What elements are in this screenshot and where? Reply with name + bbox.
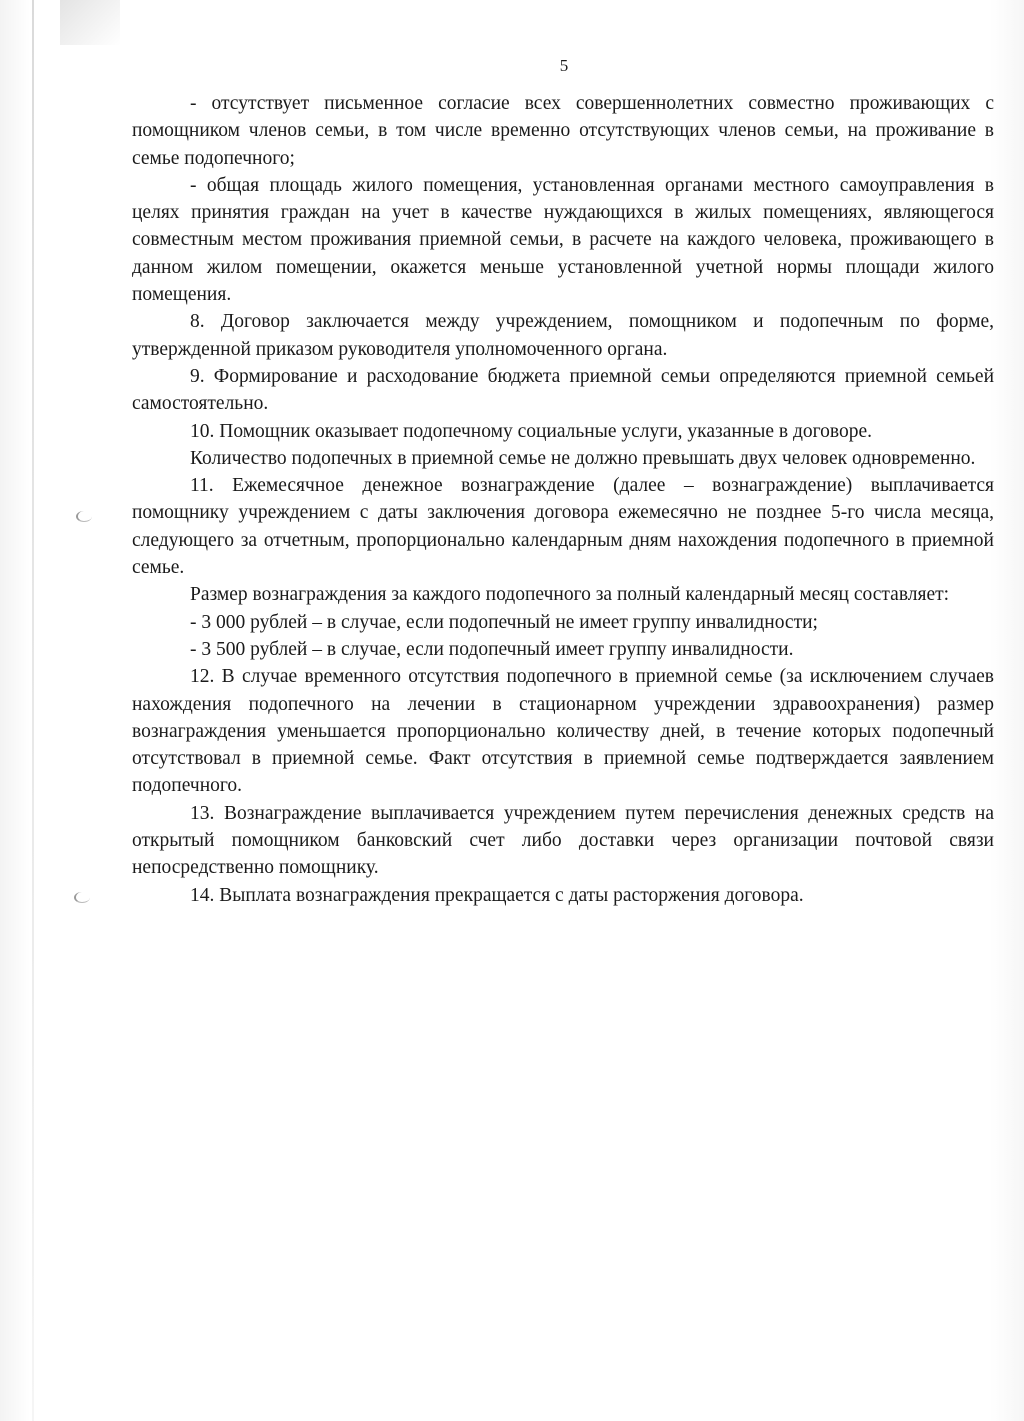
document-body xyxy=(132,90,994,909)
paragraph-reward-3000: - 3 000 рублей – в случае, если подопечный не имеет группу инвалидности; xyxy=(190,611,818,633)
paragraph-item-13: 13. Вознаграждение выплачивается учреждением путем перечисления денежных средств на открытый помощником банковский счет либо доставки через организации почтовой связи непосредственно помощнику. xyxy=(132,802,994,879)
paragraph-item-8: 8. Договор заключается между учреждением, помощником и подопечным по форме, утвержденной приказом руководителя уполномоченного органа. xyxy=(132,311,994,360)
paragraph-item-14: 14. Выплата вознаграждения прекращается с даты расторжения договора. xyxy=(190,884,804,906)
paragraph-item-10: 10. Помощник оказывает подопечному социальные услуги, указанные в договоре. xyxy=(190,420,872,442)
paragraph-item-12: 12. В случае временного отсутствия подопечного в приемной семье (за исключением случаев нахождения подопечного на лечении в стационарном учреждении здравоохранения) размер вознаграждения уменьшается пропорционально количеству дней, в течение которых подопечный отсутствовал в приемной семье. Факт отсутствия в приемной семье подтверждается заявлением подопечного. xyxy=(132,666,994,797)
paragraph-bullet-living-area: - общая площадь жилого помещения, установленная органами местного самоуправления в целях принятия граждан на учет в качестве нуждающихся в жилых помещениях, являющегося совместным местом проживания приемной семьи, в расчете на каждого человека, проживающего в данном жилом помещении, окажется меньше установленной учетной нормы площади жилого помещения. xyxy=(132,174,994,306)
paragraph-item-11: 11. Ежемесячное денежное вознаграждение (далее – вознаграждение) выплачивается помощнику учреждением с даты заключения договора ежемесячно не позднее 5-го числа месяца, следующего за отчетным, пропорционально календарным дням нахождения подопечного в приемной семье. xyxy=(132,475,994,579)
page-number: 5 xyxy=(559,56,569,75)
hole-punch-mark xyxy=(76,511,92,522)
paragraph-reward-size: Размер вознаграждения за каждого подопечного за полный календарный месяц составляет: xyxy=(190,584,950,606)
paragraph-reward-3500: - 3 500 рублей – в случае, если подопечный имеет группу инвалидности. xyxy=(190,638,794,660)
page-fold-line xyxy=(32,0,34,1421)
page-corner-shadow xyxy=(60,0,120,45)
paragraph-ward-count: Количество подопечных в приемной семье не должно превышать двух человек одновременно. xyxy=(190,447,976,469)
paragraph-item-9: 9. Формирование и расходование бюджета приемной семьи определяются приемной семьей самостоятельно. xyxy=(132,365,994,415)
hole-punch-mark xyxy=(74,892,90,903)
paragraph-bullet-consent: - отсутствует письменное согласие всех совершеннолетних совместно проживающих с помощником членов семьи, в том числе временно отсутствующих членов семьи, на проживание в семье подопечного; xyxy=(132,93,994,169)
